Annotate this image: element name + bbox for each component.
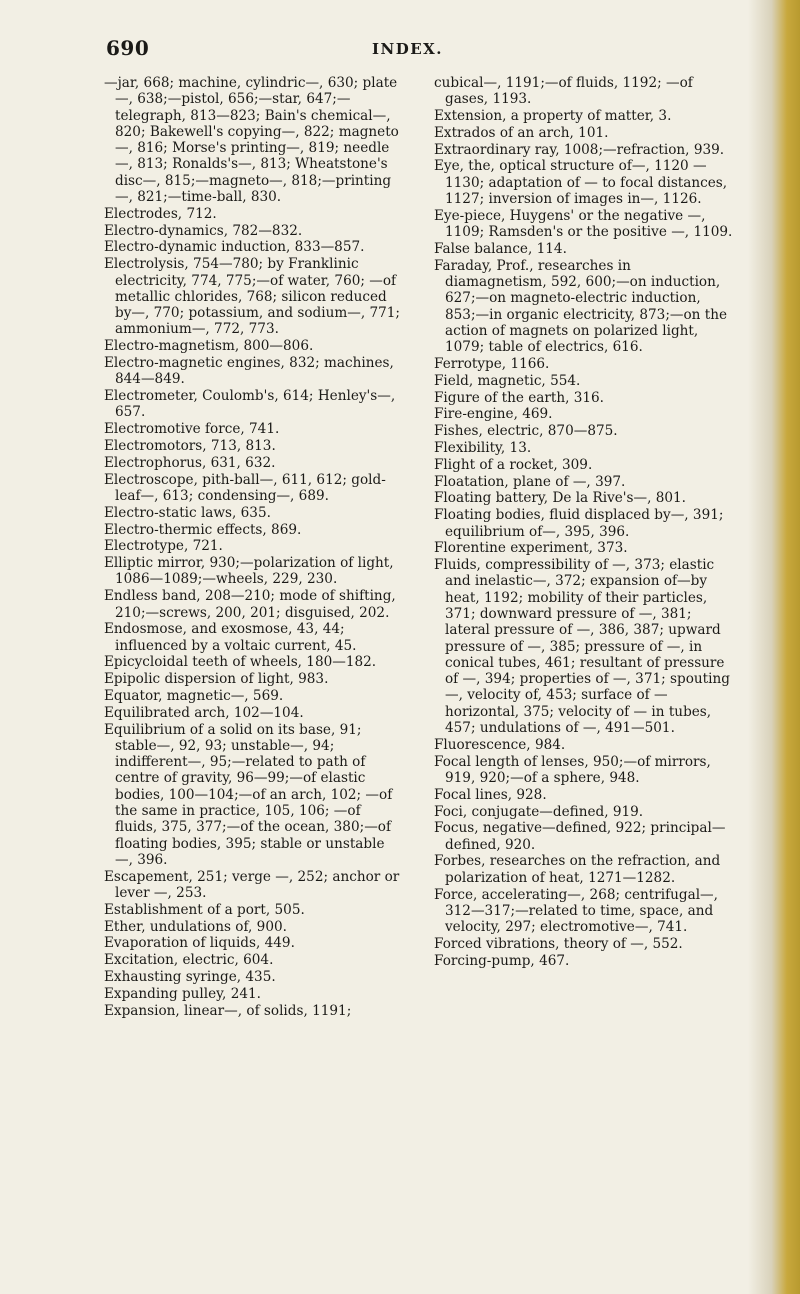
- index-entry: Field, magnetic, 554.: [434, 372, 581, 389]
- index-entry: Flight of a rocket, 309.: [434, 456, 593, 473]
- index-entry: Evaporation of liquids, 449.: [104, 935, 295, 952]
- index-entry: Endosmose, and exosmose, 43, 44; influenced by a voltaic current, 45.: [104, 621, 357, 654]
- index-entry: Electrotype, 721.: [104, 538, 223, 555]
- index-entry: Electrophorus, 631, 632.: [104, 454, 276, 471]
- index-entry: Electro-magnetic engines, 832; machines, 844—849.: [104, 355, 394, 388]
- index-entry: Focal lines, 928.: [434, 786, 547, 803]
- running-title: INDEX.: [372, 40, 444, 58]
- index-entry: False balance, 114.: [434, 240, 567, 257]
- index-entry: Fluids, compressibility of —, 373; elastic and inelastic—, 372; expansion of—by heat, 1192; mobility of their particles, 371; downward pressure of —, 381; lateral pressure of —, 386, 387; upward pressure of —, 385; pressure of —, in conical tubes, 461; resultant of pressure of —, 394; properties of —, 371; spouting —, velocity of, 453; surface of — horizontal, 375; velocity of — in tubes, 457; undulations of —, 491—501.: [434, 557, 730, 737]
- index-entry: Flexibility, 13.: [434, 440, 532, 457]
- index-entry: Endless band, 208—210; mode of shifting, 210;—screws, 200, 201; disguised, 202.: [104, 588, 396, 621]
- index-entry: Extension, a property of matter, 3.: [434, 108, 672, 125]
- index-column-left: [104, 75, 400, 1019]
- index-entry: Floatation, plane of —, 397.: [434, 473, 626, 490]
- index-entry: Force, accelerating—, 268; centrifugal—, 312—317;—related to time, space, and velocity, 297; electromotive—, 741.: [434, 886, 718, 936]
- index-entry: Electro-static laws, 635.: [104, 504, 271, 521]
- index-entry: Electro-magnetism, 800—806.: [104, 338, 314, 355]
- index-entry: Excitation, electric, 604.: [104, 952, 274, 969]
- index-entry: cubical—, 1191;—of fluids, 1192; —of gases, 1193.: [434, 75, 693, 108]
- index-entry: Equilibrium of a solid on its base, 91; stable—, 92, 93; unstable—, 94; indifferent—, 95;—related to path of centre of gravity, 96—99;—of elastic bodies, 100—104;—of an arch, 102; —of the same in practice, 105, 106; —of fluids, 375, 377;—of the ocean, 380;—of floating bodies, 395; stable or unstable—, 396.: [104, 721, 393, 868]
- index-entry: Extrados of an arch, 101.: [434, 124, 609, 141]
- index-entry: Forbes, researches on the refraction, and polarization of heat, 1271—1282.: [434, 853, 721, 886]
- index-entry: Faraday, Prof., researches in diamagnetism, 592, 600;—on induction, 627;—on magneto-electric induction, 853;—in organic electricity, 873;—on the action of magnets on polarized light, 1079; table of electrics, 616.: [434, 257, 728, 356]
- page-number: 690: [106, 36, 150, 60]
- index-entry: Electrodes, 712.: [104, 205, 217, 222]
- index-entry: Forcing-pump, 467.: [434, 952, 570, 969]
- index-column-right: [434, 75, 734, 970]
- index-entry: —jar, 668; machine, cylindric—, 630; plate—, 638;—pistol, 656;—star, 647;—telegraph, 813—823; Bain's chemical—, 820; Bakewell's copying—, 822; magneto—, 816; Morse's printing—, 819; needle—, 813; Ronalds's—, 813; Wheatstone's disc—, 815;—magneto—, 818;—printing—, 821;—time-ball, 830.: [104, 75, 399, 206]
- index-entry: Focal length of lenses, 950;—of mirrors, 919, 920;—of a sphere, 948.: [434, 753, 711, 786]
- index-entry: Electro-dynamics, 782—832.: [104, 222, 303, 239]
- index-entry: Epicycloidal teeth of wheels, 180—182.: [104, 654, 377, 671]
- index-entry: Focus, negative—defined, 922; principal—defined, 920.: [434, 820, 726, 853]
- index-entry: Ferrotype, 1166.: [434, 356, 550, 373]
- index-entry: Electrometer, Coulomb's, 614; Henley's—, 657.: [104, 388, 396, 421]
- index-entry: Electroscope, pith-ball—, 611, 612; gold-leaf—, 613; condensing—, 689.: [104, 471, 386, 504]
- index-entry: Elliptic mirror, 930;—polarization of light, 1086—1089;—wheels, 229, 230.: [104, 555, 394, 588]
- index-entry: Establishment of a port, 505.: [104, 901, 305, 918]
- index-entry: Extraordinary ray, 1008;—refraction, 939.: [434, 141, 725, 158]
- index-entry: Fluorescence, 984.: [434, 736, 566, 753]
- index-entry: Floating bodies, fluid displaced by—, 391; equilibrium of—, 395, 396.: [434, 507, 724, 540]
- index-entry: Equator, magnetic—, 569.: [104, 687, 284, 704]
- index-entry: Epipolic dispersion of light, 983.: [104, 671, 329, 688]
- index-entry: Electro-thermic effects, 869.: [104, 521, 302, 538]
- index-entry: Florentine experiment, 373.: [434, 540, 628, 557]
- index-entry: Eye-piece, Huygens' or the negative —, 1109; Ramsden's or the positive —, 1109.: [434, 207, 733, 241]
- index-entry: Expanding pulley, 241.: [104, 985, 261, 1002]
- index-entry: Electro-dynamic induction, 833—857.: [104, 239, 365, 256]
- index-entry: Forced vibrations, theory of —, 552.: [434, 935, 683, 952]
- index-entry: Eye, the, optical structure of—, 1120 —1130; adaptation of — to focal distances, 1127; inversion of images in—, 1126.: [434, 158, 728, 208]
- index-entry: Electromotors, 713, 813.: [104, 438, 276, 455]
- index-entry: Equilibrated arch, 102—104.: [104, 704, 304, 721]
- index-entry: Escapement, 251; verge —, 252; anchor or lever —, 253.: [104, 868, 400, 902]
- index-entry: Ether, undulations of, 900.: [104, 918, 287, 935]
- index-entry: Fire-engine, 469.: [434, 406, 553, 423]
- index-entry: Figure of the earth, 316.: [434, 389, 604, 406]
- page-edge-shadow: [748, 0, 800, 1294]
- index-entry: Electrolysis, 754—780; by Franklinic electricity, 774, 775;—of water, 760; —of metallic chlorides, 768; silicon reduced by—, 770; potassium, and sodium—, 771; ammonium—, 772, 773.: [104, 256, 401, 338]
- index-entry: Electromotive force, 741.: [104, 421, 280, 438]
- index-entry: Floating battery, De la Rive's—, 801.: [434, 490, 687, 507]
- index-entry: Exhausting syringe, 435.: [104, 969, 276, 986]
- index-entry: Expansion, linear—, of solids, 1191;: [104, 1002, 352, 1019]
- index-entry: Foci, conjugate—defined, 919.: [434, 803, 644, 820]
- index-entry: Fishes, electric, 870—875.: [434, 423, 618, 440]
